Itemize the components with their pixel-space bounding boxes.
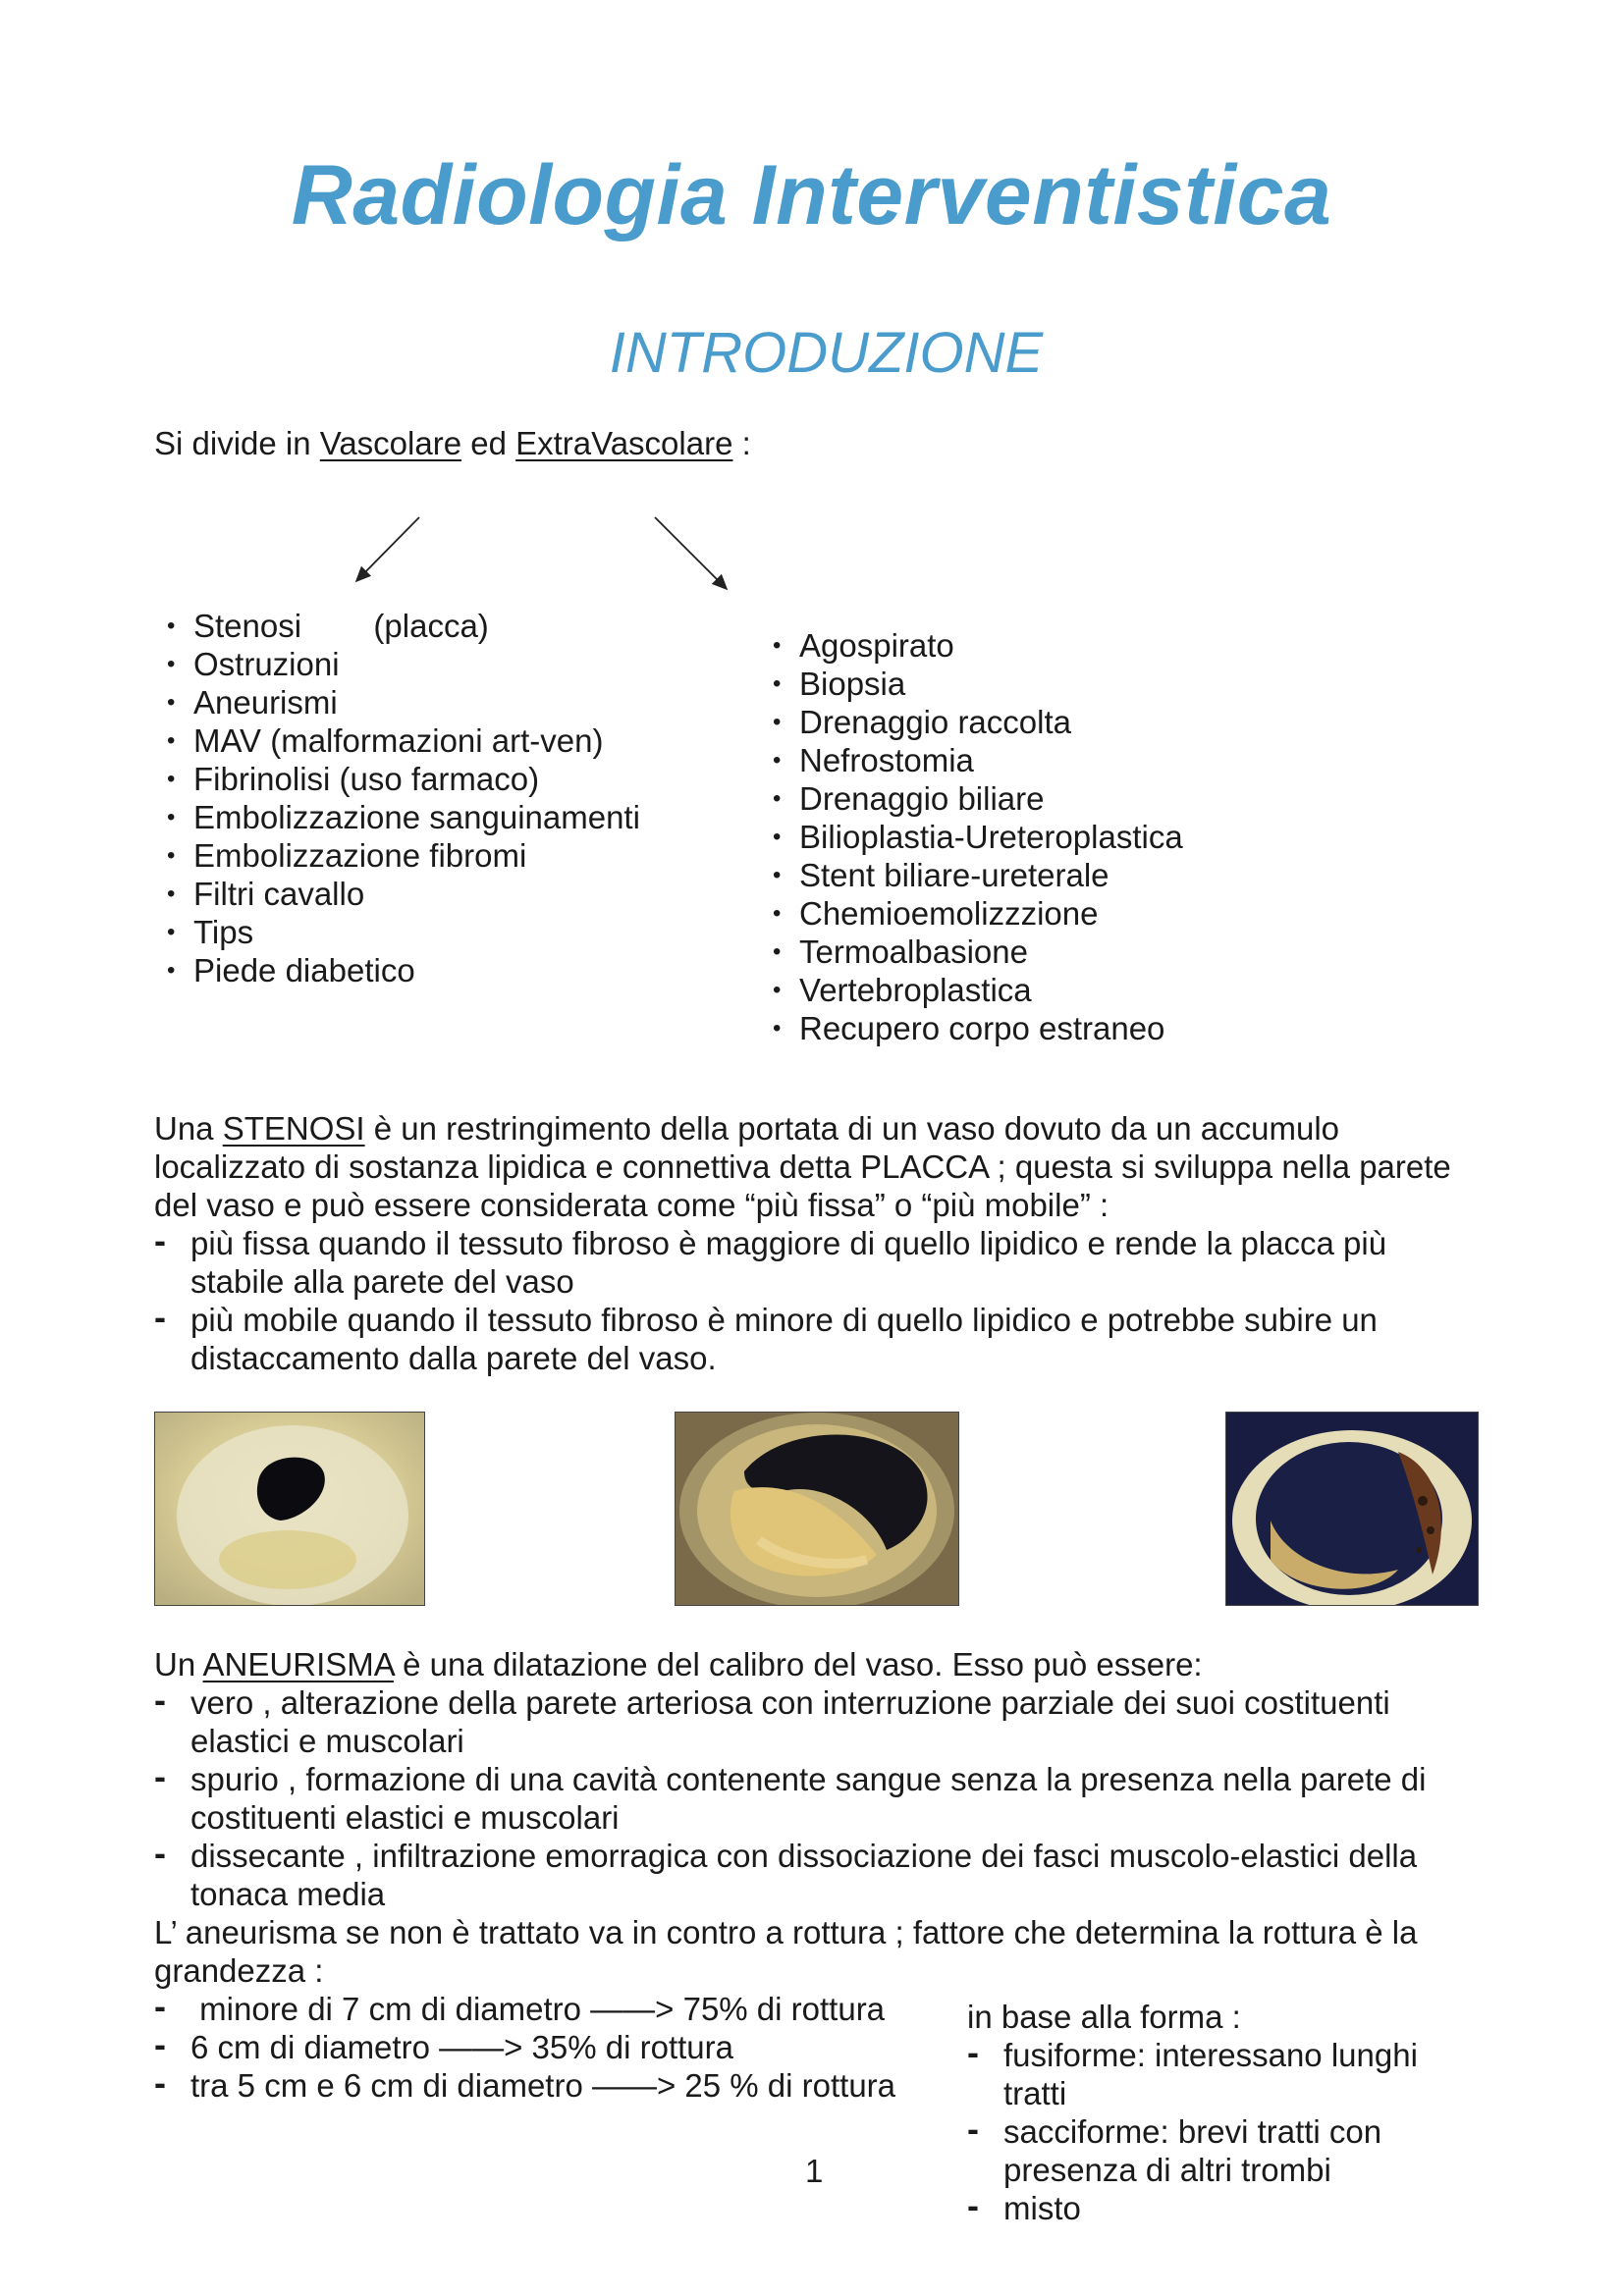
list-item: • Drenaggio biliare xyxy=(761,779,1183,818)
intro-post: : xyxy=(732,425,751,461)
size-list xyxy=(154,1990,959,2105)
list-item: • Filtri cavallo xyxy=(155,875,640,913)
extravascular-list xyxy=(761,626,1183,1047)
aneurisma-post: è una dilatazione del calibro del vaso. Esso può essere: xyxy=(393,1646,1203,1682)
list-item: • MAV (malformazioni art-ven) xyxy=(155,721,640,760)
list-item: • Bilioplastia-Ureteroplastica xyxy=(761,818,1183,856)
aneurisma-types-list xyxy=(154,1683,1460,1913)
list-item: • Drenaggio raccolta xyxy=(761,703,1183,741)
stenosi-line3: del vaso e può essere considerata come “più fissa” o “più mobile” : xyxy=(154,1187,1109,1223)
list-item: • Agospirato xyxy=(761,626,1183,665)
list-item: • Biopsia xyxy=(761,665,1183,703)
list-item: - vero , alterazione della parete arteriosa con interruzione parziale dei suoi costituenti elastici e muscolari xyxy=(154,1683,1460,1760)
list-item: • Embolizzazione sanguinamenti xyxy=(155,798,640,836)
list-item: • Stent biliare-ureterale xyxy=(761,856,1183,894)
aneurisma-pre: Un xyxy=(154,1646,203,1682)
list-item: • Tips xyxy=(155,913,640,951)
stenosi-paragraph xyxy=(154,1109,1489,1377)
list-item: • Recupero corpo estraneo xyxy=(761,1009,1183,1047)
list-item: • Nefrostomia xyxy=(761,741,1183,779)
list-item: - sacciforme: brevi tratti con presenza di altri trombi xyxy=(967,2112,1429,2189)
stenosi-list xyxy=(154,1224,1431,1377)
rottura-text: L’ aneurisma se non è trattato va in contro a rottura ; fattore che determina la rottura è la grandezza : xyxy=(154,1914,1418,1989)
stenosi-line2: localizzato di sostanza lipidica e connettiva detta PLACCA ; questa si sviluppa nella parete xyxy=(154,1148,1451,1185)
list-item: • Piede diabetico xyxy=(155,951,640,989)
list-item: • Aneurismi xyxy=(155,683,640,721)
forma-list xyxy=(967,2036,1429,2227)
list-item: • Fibrinolisi (uso farmaco) xyxy=(155,760,640,798)
stenosis-photo-2 xyxy=(675,1412,959,1606)
branch-arrows xyxy=(349,510,741,599)
stenosi-pre: Una xyxy=(154,1110,223,1147)
list-item: - misto xyxy=(967,2189,1429,2227)
stenosi-term: STENOSI xyxy=(222,1110,365,1147)
list-item: - più mobile quando il tessuto fibroso è minore di quello lipidico e potrebbe subire un distaccamento dalla parete del vaso. xyxy=(154,1301,1431,1377)
aneurisma-term: ANEURISMA xyxy=(202,1646,394,1682)
stenosis-photo-3 xyxy=(1225,1412,1479,1606)
extravascolare-term: ExtraVascolare xyxy=(515,425,733,461)
page-title: Radiologia Interventistica xyxy=(291,148,1332,242)
list-item: • Vertebroplastica xyxy=(761,971,1183,1009)
list-item: - più fissa quando il tessuto fibroso è maggiore di quello lipidico e rende la placca più stabile alla parete del vaso xyxy=(154,1224,1431,1301)
intro-mid: ed xyxy=(461,425,516,461)
list-item: - spurio , formazione di una cavità contenente sangue senza la presenza nella parete di costituenti elastici e muscolari xyxy=(154,1760,1460,1837)
list-item: - 6 cm di diametro ——> 35% di rottura xyxy=(154,2028,959,2066)
list-item: • Termoalbasione xyxy=(761,933,1183,971)
stenosis-photo-1 xyxy=(154,1412,425,1606)
list-item: • Ostruzioni xyxy=(155,645,640,683)
section-title: INTRODUZIONE xyxy=(609,321,1044,385)
intro-line xyxy=(154,424,751,462)
list-item: - tra 5 cm e 6 cm di diametro ——> 25 % di rottura xyxy=(154,2066,959,2105)
list-item: • Embolizzazione fibromi xyxy=(155,836,640,875)
intro-pre: Si divide in xyxy=(154,425,320,461)
stenosi-line1: è un restringimento della portata di un vaso dovuto da un accumulo xyxy=(364,1110,1340,1147)
list-item: • Chemioemolizzzione xyxy=(761,894,1183,933)
forma-heading: in base alla forma : xyxy=(967,1999,1241,2035)
vascular-list xyxy=(155,607,640,989)
left-arrow-icon xyxy=(356,517,419,581)
list-item: - fusiforme: interessano lunghi tratti xyxy=(967,2036,1429,2112)
list-item: • Stenosi (placca) xyxy=(155,607,640,645)
list-item: - dissecante , infiltrazione emorragica con dissociazione dei fasci muscolo-elastici della tonaca media xyxy=(154,1837,1460,1913)
page-number: 1 xyxy=(805,2153,824,2189)
right-arrow-icon xyxy=(655,517,727,589)
aneurisma-paragraph xyxy=(154,1645,1489,1990)
list-item: - minore di 7 cm di diametro ——> 75% di rottura xyxy=(154,1990,959,2028)
vascolare-term: Vascolare xyxy=(319,425,462,461)
